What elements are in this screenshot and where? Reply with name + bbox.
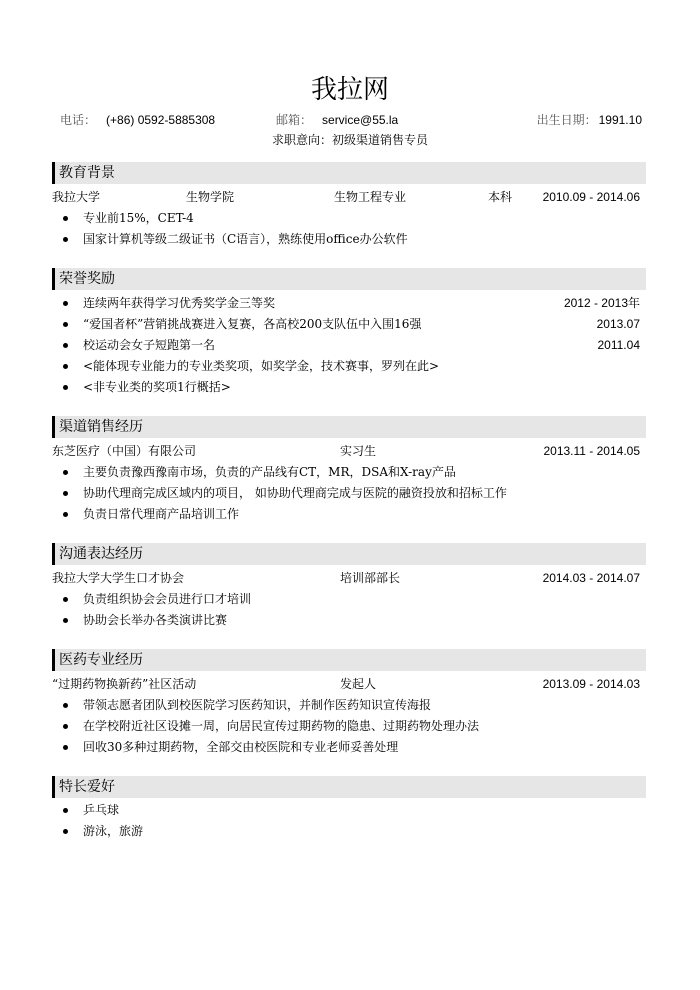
bullet-icon — [63, 597, 68, 602]
list-item: 回收30多种过期药物，全部交由校医院和专业老师妥善处理 — [52, 737, 646, 758]
bullet-icon — [63, 703, 68, 708]
section-title: 荣誉奖励 — [52, 268, 646, 290]
bullet-icon — [63, 724, 68, 729]
phone-value: (+86) 0592-5885308 — [106, 113, 216, 127]
hobbies-list — [52, 800, 646, 842]
list-item: 在学校附近社区设摊一周，向居民宣传过期药物的隐患、过期药物处理办法 — [52, 716, 646, 737]
honors-section — [52, 268, 646, 398]
communication-row — [52, 567, 646, 589]
list-item: 负责日常代理商产品培训工作 — [52, 504, 646, 525]
sales-list — [52, 462, 646, 525]
bullet-icon — [63, 237, 68, 242]
college: 生物学院 — [186, 190, 235, 204]
bullet-icon — [63, 470, 68, 475]
major: 生物工程专业 — [334, 190, 407, 204]
list-item: <能体现专业能力的专业类奖项，如奖学金，技术赛事，罗列在此> — [52, 356, 646, 377]
list-item: 校运动会女子短跑第一名 2011.04 — [52, 335, 646, 356]
bullet-icon — [63, 491, 68, 496]
email-value: service@55.la — [322, 113, 399, 127]
sales-section — [52, 416, 646, 525]
school: 我拉大学 — [52, 190, 101, 204]
organization: 东芝医疗（中国）有限公司 — [52, 444, 197, 458]
bullet-icon — [63, 512, 68, 517]
bullet-icon — [63, 745, 68, 750]
email-label: 邮箱： — [276, 113, 313, 127]
date-range: 2010.09 - 2014.06 — [542, 190, 640, 204]
phone-line — [60, 112, 215, 128]
education-row — [52, 186, 646, 208]
section-title: 教育背景 — [52, 162, 646, 184]
education-section — [52, 162, 646, 250]
section-title: 医药专业经历 — [52, 649, 646, 671]
role: 发起人 — [340, 677, 377, 691]
email-line — [276, 112, 398, 128]
section-title: 渠道销售经历 — [52, 416, 646, 438]
bullet-icon — [63, 216, 68, 221]
organization: 我拉大学大学生口才协会 — [52, 571, 185, 585]
birth-value: 1991.10 — [598, 113, 642, 127]
medical-row — [52, 673, 646, 695]
list-item: “爱国者杯”营销挑战赛进入复赛，各高校200支队伍中入围16强 2013.07 — [52, 314, 646, 335]
list-item: 负责组织协会会员进行口才培训 — [52, 589, 646, 610]
medical-list — [52, 695, 646, 758]
bullet-icon — [63, 364, 68, 369]
list-item: 乒乓球 — [52, 800, 646, 821]
birth-label: 出生日期： — [536, 113, 597, 127]
communication-section — [52, 543, 646, 631]
section-title: 特长爱好 — [52, 776, 646, 798]
birth-line — [537, 112, 642, 128]
list-item: 协助会长举办各类演讲比赛 — [52, 610, 646, 631]
role: 培训部部长 — [340, 571, 401, 585]
date-range: 2014.03 - 2014.07 — [542, 571, 640, 585]
bullet-icon — [63, 829, 68, 834]
list-item: <非专业类的奖项1行概括> — [52, 377, 646, 398]
communication-list — [52, 589, 646, 631]
hobbies-section — [52, 776, 646, 842]
education-list — [52, 208, 646, 250]
resume-name: 我拉网 — [310, 75, 389, 105]
role: 实习生 — [340, 444, 377, 458]
job-intent: 求职意向：初级渠道销售专员 — [271, 133, 428, 147]
sales-row — [52, 440, 646, 462]
list-item: 连续两年获得学习优秀奖学金三等奖 2012 - 2013年 — [52, 293, 646, 314]
bullet-icon — [63, 301, 68, 306]
phone-label: 电话： — [60, 113, 97, 127]
bullet-icon — [63, 343, 68, 348]
section-title: 沟通表达经历 — [52, 543, 646, 565]
bullet-icon — [63, 618, 68, 623]
date-range: 2013.11 - 2014.05 — [543, 444, 640, 458]
organization: “过期药物换新药”社区活动 — [52, 677, 197, 691]
list-item: 专业前15%，CET-4 — [52, 208, 646, 229]
degree: 本科 — [488, 190, 513, 204]
medical-section — [52, 649, 646, 758]
date-range: 2013.09 - 2014.03 — [542, 677, 640, 691]
list-item: 带领志愿者团队到校医院学习医药知识，并制作医药知识宣传海报 — [52, 695, 646, 716]
bullet-icon — [63, 322, 68, 327]
bullet-icon — [63, 808, 68, 813]
bullet-icon — [63, 385, 68, 390]
list-item: 游泳，旅游 — [52, 821, 646, 842]
list-item: 主要负责豫西豫南市场，负责的产品线有CT，MR，DSA和X-ray产品 — [52, 462, 646, 483]
list-item: 国家计算机等级二级证书（C语言），熟练使用office办公软件 — [52, 229, 646, 250]
list-item: 协助代理商完成区域内的项目， 如协助代理商完成与医院的融资投放和招标工作 — [52, 483, 646, 504]
honors-list — [52, 293, 646, 398]
